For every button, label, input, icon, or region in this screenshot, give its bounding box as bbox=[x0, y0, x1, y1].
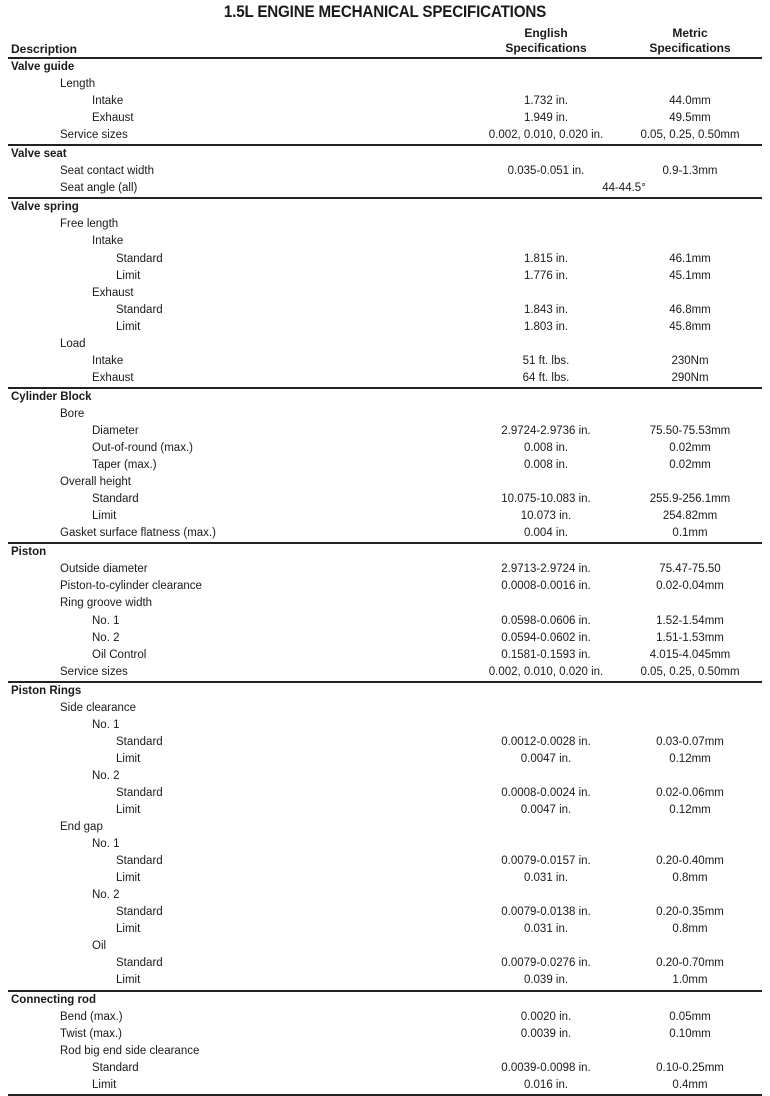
table-row bbox=[8, 127, 762, 144]
spec-value-english: 0.002, 0.010, 0.020 in. bbox=[488, 129, 604, 142]
table-row bbox=[8, 802, 762, 819]
spec-value-metric: 0.12mm bbox=[669, 804, 711, 817]
table-row bbox=[8, 440, 762, 457]
spec-value-metric: 0.8mm bbox=[672, 872, 708, 885]
section-title: Valve seat bbox=[11, 148, 67, 161]
spec-section bbox=[8, 389, 762, 544]
spec-description: No. 1 bbox=[92, 718, 120, 731]
spec-value-english: 0.0047 in. bbox=[520, 804, 572, 817]
spec-section bbox=[8, 199, 762, 389]
table-row bbox=[8, 508, 762, 525]
spec-value-english: 0.039 in. bbox=[523, 974, 569, 987]
spec-value-metric: 0.05mm bbox=[669, 1010, 711, 1023]
section-heading bbox=[8, 544, 762, 561]
table-row bbox=[8, 76, 762, 93]
spec-description: Limit bbox=[116, 804, 141, 817]
spec-description: Gasket surface flatness (max.) bbox=[60, 527, 216, 540]
spec-description: No. 1 bbox=[92, 838, 120, 851]
spec-value-metric: 0.02mm bbox=[669, 459, 711, 472]
spec-description: Out-of-round (max.) bbox=[92, 442, 193, 455]
spec-description: Twist (max.) bbox=[60, 1027, 122, 1040]
spec-description: Standard bbox=[116, 252, 163, 265]
spec-value-metric: 0.02mm bbox=[669, 442, 711, 455]
spec-value-english: 2.9724-2.9736 in. bbox=[501, 424, 591, 437]
spec-value-english: 0.0079-0.0157 in. bbox=[501, 855, 591, 868]
table-row bbox=[8, 887, 762, 904]
section-title: Piston bbox=[11, 546, 47, 559]
section-title: Cylinder Block bbox=[11, 390, 92, 403]
spec-value-metric: 0.4mm bbox=[672, 1078, 708, 1091]
spec-description: Intake bbox=[92, 95, 124, 108]
table-row bbox=[8, 370, 762, 387]
spec-description: Oil Control bbox=[92, 648, 147, 661]
table-row bbox=[8, 216, 762, 233]
spec-value-english: 0.004 in. bbox=[523, 527, 569, 540]
spec-description: Oil bbox=[92, 940, 107, 953]
table-row bbox=[8, 1043, 762, 1060]
spec-value-english: 1.949 in. bbox=[523, 112, 569, 125]
spec-description: Exhaust bbox=[92, 371, 134, 384]
spec-value-english: 0.031 in. bbox=[523, 923, 569, 936]
table-header bbox=[8, 23, 762, 59]
table-row bbox=[8, 700, 762, 717]
table-row bbox=[8, 319, 762, 336]
table-row bbox=[8, 819, 762, 836]
spec-value-english: 0.0039-0.0098 in. bbox=[501, 1061, 591, 1074]
spec-value-metric: 0.12mm bbox=[669, 752, 711, 765]
spec-description: Overall height bbox=[60, 476, 131, 489]
spec-value-metric: 0.03-0.07mm bbox=[656, 735, 724, 748]
table-row bbox=[8, 836, 762, 853]
table-row bbox=[8, 561, 762, 578]
spec-value-english: 1.843 in. bbox=[523, 303, 569, 316]
spec-description: Limit bbox=[116, 923, 141, 936]
spec-description: Bore bbox=[60, 407, 85, 420]
column-header-description: Description bbox=[11, 42, 78, 56]
table-row bbox=[8, 751, 762, 768]
table-row bbox=[8, 717, 762, 734]
spec-description: Standard bbox=[116, 855, 163, 868]
table-row bbox=[8, 972, 762, 989]
spec-section bbox=[8, 59, 762, 146]
spec-value-metric: 0.10-0.25mm bbox=[656, 1061, 724, 1074]
spec-description: Standard bbox=[116, 957, 163, 970]
table-row bbox=[8, 595, 762, 612]
spec-value-shared: 44-44.5° bbox=[602, 182, 646, 195]
spec-description: Limit bbox=[116, 320, 141, 333]
spec-description: Standard bbox=[116, 786, 163, 799]
spec-description: End gap bbox=[60, 821, 103, 834]
section-heading bbox=[8, 683, 762, 700]
spec-description: No. 1 bbox=[92, 614, 120, 627]
table-row bbox=[8, 110, 762, 127]
table-row bbox=[8, 491, 762, 508]
spec-value-metric: 230Nm bbox=[671, 354, 709, 367]
spec-value-english: 0.0079-0.0138 in. bbox=[501, 906, 591, 919]
table-row bbox=[8, 578, 762, 595]
table-row bbox=[8, 630, 762, 647]
spec-value-metric: 1.51-1.53mm bbox=[656, 631, 724, 644]
spec-description: Piston-to-cylinder clearance bbox=[60, 580, 202, 593]
spec-value-metric: 0.9-1.3mm bbox=[662, 165, 718, 178]
spec-value-english: 1.776 in. bbox=[523, 269, 569, 282]
spec-value-english: 0.002, 0.010, 0.020 in. bbox=[488, 665, 604, 678]
spec-value-metric: 254.82mm bbox=[662, 510, 718, 523]
table-row bbox=[8, 163, 762, 180]
spec-description: Intake bbox=[92, 235, 124, 248]
column-header-english-line2: Specifications bbox=[505, 41, 587, 55]
spec-value-metric: 290Nm bbox=[671, 371, 709, 384]
table-row bbox=[8, 870, 762, 887]
spec-value-metric: 0.8mm bbox=[672, 923, 708, 936]
spec-value-english: 0.0594-0.0602 in. bbox=[501, 631, 591, 644]
spec-description: Limit bbox=[92, 1078, 117, 1091]
spec-value-metric: 46.1mm bbox=[669, 252, 711, 265]
spec-description: Diameter bbox=[92, 424, 139, 437]
spec-description: Service sizes bbox=[60, 665, 128, 678]
table-row bbox=[8, 353, 762, 370]
spec-value-english: 0.1581-0.1593 in. bbox=[501, 648, 591, 661]
table-row bbox=[8, 734, 762, 751]
spec-value-english: 0.035-0.051 in. bbox=[507, 165, 585, 178]
table-row bbox=[8, 336, 762, 353]
section-title: Valve spring bbox=[11, 201, 79, 214]
spec-value-english: 0.008 in. bbox=[523, 442, 569, 455]
spec-description: Taper (max.) bbox=[92, 459, 157, 472]
spec-value-english: 0.016 in. bbox=[523, 1078, 569, 1091]
spec-description: Service sizes bbox=[60, 129, 128, 142]
column-header-english bbox=[476, 26, 616, 56]
spec-description: Free length bbox=[60, 218, 119, 231]
spec-value-english: 0.0039 in. bbox=[520, 1027, 572, 1040]
table-row bbox=[8, 302, 762, 319]
spec-value-english: 64 ft. lbs. bbox=[522, 371, 570, 384]
spec-value-metric: 0.1mm bbox=[672, 527, 708, 540]
table-row bbox=[8, 180, 762, 197]
spec-section bbox=[8, 683, 762, 992]
table-row bbox=[8, 921, 762, 938]
spec-value-english: 0.0008-0.0016 in. bbox=[501, 580, 591, 593]
spec-value-metric: 0.10mm bbox=[669, 1027, 711, 1040]
spec-section bbox=[8, 992, 762, 1096]
section-title: Connecting rod bbox=[11, 993, 96, 1006]
column-header-metric bbox=[620, 26, 760, 56]
spec-value-english: 0.0012-0.0028 in. bbox=[501, 735, 591, 748]
table-row bbox=[8, 664, 762, 681]
table-row bbox=[8, 474, 762, 491]
column-header-english-line1: English bbox=[524, 26, 568, 40]
spec-description: Limit bbox=[116, 752, 141, 765]
table-row bbox=[8, 93, 762, 110]
spec-section bbox=[8, 146, 762, 199]
spec-description: Seat angle (all) bbox=[60, 182, 138, 195]
page-title: 1.5L ENGINE MECHANICAL SPECIFICATIONS bbox=[223, 3, 547, 21]
table-row bbox=[8, 233, 762, 250]
spec-description: No. 2 bbox=[92, 631, 120, 644]
spec-value-english: 1.803 in. bbox=[523, 320, 569, 333]
spec-value-english: 0.031 in. bbox=[523, 872, 569, 885]
spec-value-metric: 44.0mm bbox=[669, 95, 711, 108]
spec-description: Exhaust bbox=[92, 112, 134, 125]
spec-description: Outside diameter bbox=[60, 563, 148, 576]
spec-value-metric: 255.9-256.1mm bbox=[649, 493, 731, 506]
spec-description: Limit bbox=[116, 269, 141, 282]
spec-description: Bend (max.) bbox=[60, 1010, 123, 1023]
spec-description: Standard bbox=[92, 1061, 139, 1074]
spec-value-metric: 0.20-0.70mm bbox=[656, 957, 724, 970]
section-heading bbox=[8, 59, 762, 76]
section-title: Valve guide bbox=[11, 61, 75, 73]
spec-description: No. 2 bbox=[92, 769, 120, 782]
spec-value-english: 0.0008-0.0024 in. bbox=[501, 786, 591, 799]
spec-value-english: 1.815 in. bbox=[523, 252, 569, 265]
spec-value-english: 0.0047 in. bbox=[520, 752, 572, 765]
spec-value-english: 10.073 in. bbox=[520, 510, 572, 523]
section-heading bbox=[8, 992, 762, 1009]
spec-description: Rod big end side clearance bbox=[60, 1044, 200, 1057]
spec-value-metric: 49.5mm bbox=[669, 112, 711, 125]
spec-value-metric: 0.02-0.04mm bbox=[656, 580, 724, 593]
spec-value-metric: 4.015-4.045mm bbox=[649, 648, 731, 661]
spec-value-metric: 75.47-75.50 bbox=[659, 563, 721, 576]
table-row bbox=[8, 1026, 762, 1043]
spec-description: Load bbox=[60, 337, 86, 350]
table-row bbox=[8, 251, 762, 268]
spec-value-english: 0.0020 in. bbox=[520, 1010, 572, 1023]
table-row bbox=[8, 406, 762, 423]
section-heading bbox=[8, 199, 762, 216]
spec-value-metric: 45.1mm bbox=[669, 269, 711, 282]
spec-description: Exhaust bbox=[92, 286, 134, 299]
spec-value-metric: 0.05, 0.25, 0.50mm bbox=[640, 665, 740, 678]
table-row bbox=[8, 613, 762, 630]
spec-description: Intake bbox=[92, 354, 124, 367]
table-row bbox=[8, 1009, 762, 1026]
table-row bbox=[8, 525, 762, 542]
table-row bbox=[8, 1077, 762, 1094]
table-row bbox=[8, 955, 762, 972]
spec-value-english: 0.008 in. bbox=[523, 459, 569, 472]
spec-description: Seat contact width bbox=[60, 165, 154, 178]
spec-description: Standard bbox=[116, 906, 163, 919]
spec-section bbox=[8, 544, 762, 682]
table-row bbox=[8, 853, 762, 870]
spec-description: Standard bbox=[116, 303, 163, 316]
section-heading bbox=[8, 389, 762, 406]
spec-value-metric: 45.8mm bbox=[669, 320, 711, 333]
spec-description: Limit bbox=[92, 510, 117, 523]
spec-value-english: 0.0079-0.0276 in. bbox=[501, 957, 591, 970]
spec-table-body bbox=[8, 59, 762, 1096]
table-row bbox=[8, 768, 762, 785]
spec-value-metric: 0.05, 0.25, 0.50mm bbox=[640, 129, 740, 142]
table-row bbox=[8, 268, 762, 285]
spec-value-metric: 0.20-0.35mm bbox=[656, 906, 724, 919]
table-row bbox=[8, 904, 762, 921]
spec-description: Side clearance bbox=[60, 701, 137, 714]
spec-value-english: 10.075-10.083 in. bbox=[501, 493, 591, 506]
spec-description: Ring groove width bbox=[60, 597, 153, 610]
spec-description: Limit bbox=[116, 974, 141, 987]
table-row bbox=[8, 1060, 762, 1077]
spec-value-metric: 0.02-0.06mm bbox=[656, 786, 724, 799]
spec-description: Standard bbox=[116, 735, 163, 748]
spec-description: No. 2 bbox=[92, 889, 120, 902]
section-title: Piston Rings bbox=[11, 684, 82, 697]
table-row bbox=[8, 423, 762, 440]
section-heading bbox=[8, 146, 762, 163]
spec-value-metric: 0.20-0.40mm bbox=[656, 855, 724, 868]
spec-value-metric: 46.8mm bbox=[669, 303, 711, 316]
table-row bbox=[8, 785, 762, 802]
table-row bbox=[8, 938, 762, 955]
spec-description: Limit bbox=[116, 872, 141, 885]
spec-value-metric: 1.52-1.54mm bbox=[656, 614, 724, 627]
spec-description: Standard bbox=[92, 493, 139, 506]
spec-value-english: 2.9713-2.9724 in. bbox=[501, 563, 591, 576]
table-row bbox=[8, 647, 762, 664]
column-header-metric-line2: Specifications bbox=[649, 41, 731, 55]
table-row bbox=[8, 457, 762, 474]
column-header-metric-line1: Metric bbox=[672, 26, 708, 40]
spec-value-english: 0.0598-0.0606 in. bbox=[501, 614, 591, 627]
spec-value-metric: 75.50-75.53mm bbox=[649, 424, 731, 437]
table-row bbox=[8, 285, 762, 302]
spec-value-english: 51 ft. lbs. bbox=[522, 354, 570, 367]
spec-value-english: 1.732 in. bbox=[523, 95, 569, 108]
spec-description: Length bbox=[60, 78, 96, 91]
spec-value-metric: 1.0mm bbox=[672, 974, 708, 987]
